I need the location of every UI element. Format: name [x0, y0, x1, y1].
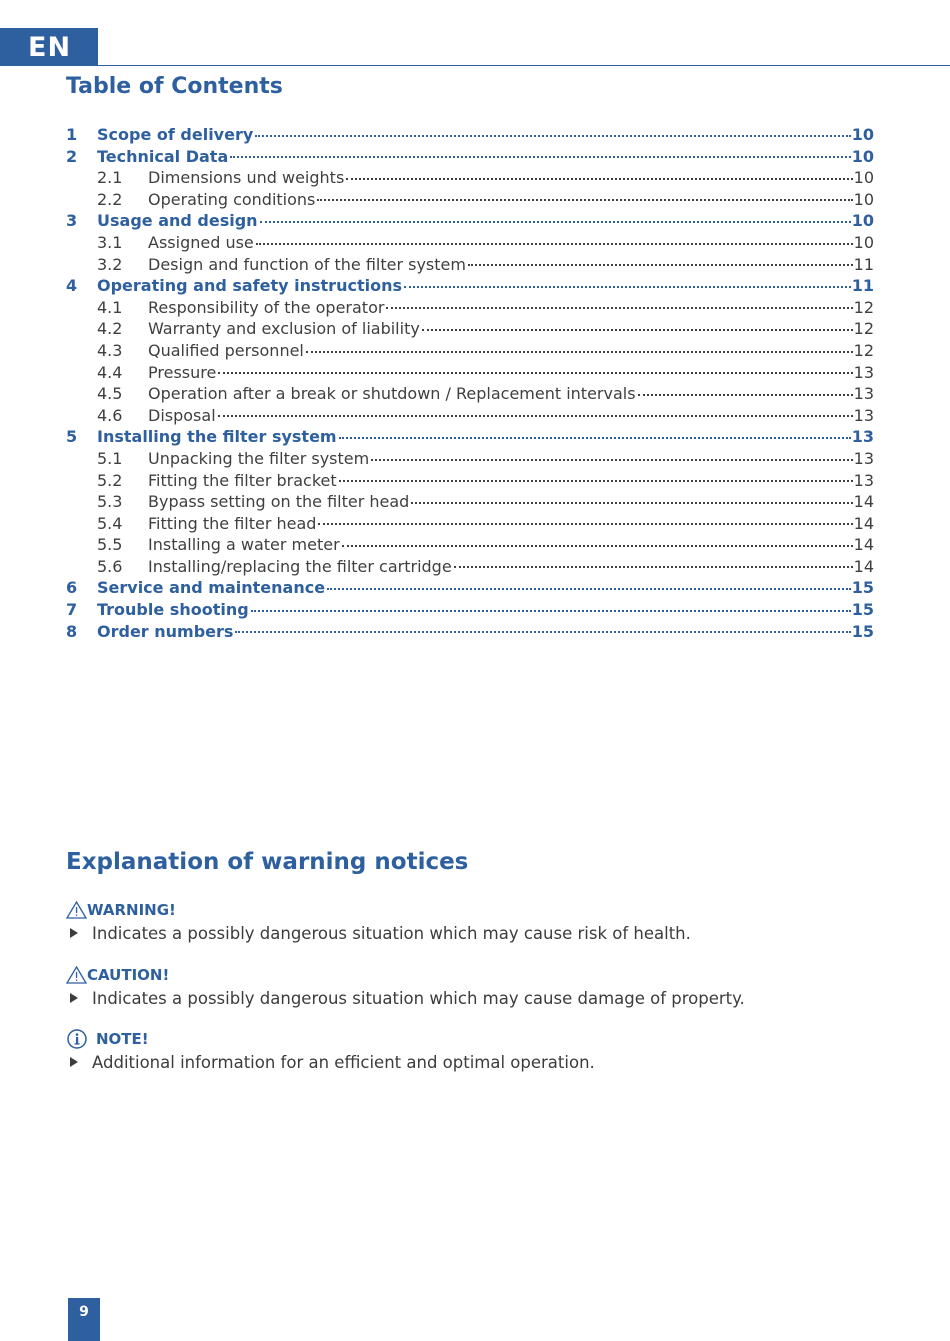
toc-entry-page: 14: [853, 535, 874, 555]
toc-entry-number: 5.4: [97, 513, 123, 533]
toc-title: Table of Contents: [66, 74, 283, 99]
bullet-arrow-icon: [70, 993, 78, 1003]
toc-entry-page: 13: [853, 405, 874, 425]
toc-entry-title: Pressure: [148, 362, 217, 382]
toc-dot-leader: [404, 286, 851, 288]
toc-entry-page: 10: [851, 146, 874, 166]
toc-entry-page: 14: [853, 556, 874, 576]
toc-entry-page: 15: [851, 621, 874, 641]
toc-entry[interactable]: [66, 534, 874, 556]
caution-notice: [66, 965, 886, 1009]
toc-entry-title: Installing the filter system: [97, 427, 337, 447]
toc-entry-number: 4.6: [97, 405, 123, 425]
toc-entry-number: 3.2: [97, 254, 123, 274]
bullet-arrow-icon: [70, 1057, 78, 1067]
warning-text: Indicates a possibly dangerous situation which may cause risk of health.: [92, 923, 691, 943]
toc-entry[interactable]: [66, 210, 874, 232]
toc-entry-page: 10: [851, 125, 874, 144]
table-of-contents: [66, 124, 874, 642]
toc-entry-number: 4.3: [97, 340, 123, 360]
toc-entry[interactable]: [66, 340, 874, 362]
toc-entry-title: Dimensions und weights: [148, 168, 345, 188]
toc-entry-title: Design and function of the filter system: [148, 254, 466, 274]
toc-entry-number: 2.2: [97, 189, 123, 209]
header-rule: [98, 65, 950, 66]
toc-dot-leader: [230, 156, 850, 158]
toc-entry[interactable]: [66, 383, 874, 405]
toc-entry-number: 2: [66, 146, 78, 166]
toc-dot-leader: [255, 135, 850, 137]
toc-entry-number: 3.1: [97, 232, 123, 252]
toc-entry-page: 10: [853, 168, 874, 188]
toc-entry[interactable]: [66, 577, 874, 599]
toc-entry-page: 12: [853, 319, 874, 339]
toc-entry-number: 4: [66, 276, 78, 296]
toc-entry[interactable]: [66, 448, 874, 470]
note-label: NOTE!: [96, 1030, 149, 1048]
toc-entry-page: 12: [853, 340, 874, 360]
toc-dot-leader: [411, 502, 852, 504]
warning-triangle-icon: [66, 901, 87, 919]
toc-dot-leader: [218, 415, 853, 417]
toc-entry-page: 12: [853, 297, 874, 317]
toc-entry[interactable]: [66, 167, 874, 189]
toc-entry-title: Bypass setting on the filter head: [148, 492, 410, 512]
caution-label: CAUTION!: [87, 966, 170, 984]
toc-entry-page: 13: [853, 362, 874, 382]
toc-dot-leader: [317, 199, 852, 201]
toc-dot-leader: [318, 523, 852, 525]
toc-entry-number: 5.5: [97, 535, 123, 555]
note-notice: [66, 1029, 886, 1073]
toc-entry[interactable]: [66, 470, 874, 492]
toc-entry-page: 15: [851, 600, 874, 620]
bullet-arrow-icon: [70, 928, 78, 938]
toc-entry-title: Scope of delivery: [97, 125, 254, 144]
toc-entry[interactable]: [66, 254, 874, 276]
toc-entry-number: 4.5: [97, 384, 123, 404]
toc-entry[interactable]: [66, 556, 874, 578]
toc-entry-title: Responsibility of the operator: [148, 297, 385, 317]
toc-entry-title: Operating conditions: [148, 189, 316, 209]
toc-dot-leader: [260, 221, 851, 223]
toc-entry[interactable]: [66, 426, 874, 448]
toc-entry-number: 5.1: [97, 448, 123, 468]
toc-entry[interactable]: [66, 124, 874, 146]
toc-entry-title: Disposal: [148, 405, 216, 425]
toc-entry[interactable]: [66, 405, 874, 427]
toc-dot-leader: [454, 566, 853, 568]
toc-dot-leader: [235, 631, 850, 633]
toc-dot-leader: [218, 372, 852, 374]
toc-entry[interactable]: [66, 232, 874, 254]
toc-entry-number: 8: [66, 621, 78, 641]
toc-entry[interactable]: [66, 318, 874, 340]
notices-title: Explanation of warning notices: [66, 849, 469, 875]
toc-entry-page: 10: [851, 211, 874, 231]
toc-dot-leader: [386, 307, 852, 309]
toc-entry[interactable]: [66, 621, 874, 643]
toc-entry-title: Technical Data: [97, 146, 229, 166]
toc-dot-leader: [468, 264, 853, 266]
toc-entry[interactable]: [66, 491, 874, 513]
toc-entry-title: Order numbers: [97, 621, 234, 641]
toc-entry[interactable]: [66, 275, 874, 297]
toc-entry-page: 13: [851, 427, 874, 447]
toc-entry-number: 2.1: [97, 168, 123, 188]
toc-entry-number: 4.2: [97, 319, 123, 339]
caution-text: Indicates a possibly dangerous situation which may cause damage of property.: [92, 988, 745, 1008]
toc-entry-title: Operation after a break or shutdown / Replacement intervals: [148, 384, 636, 404]
info-circle-icon: [66, 1029, 89, 1049]
toc-entry-page: 10: [853, 189, 874, 209]
toc-dot-leader: [342, 545, 853, 547]
toc-entry-page: 10: [853, 232, 874, 252]
toc-entry-number: 3: [66, 211, 78, 231]
toc-entry[interactable]: [66, 146, 874, 168]
toc-dot-leader: [371, 459, 852, 461]
toc-entry-title: Installing/replacing the filter cartridge: [148, 556, 452, 576]
toc-entry-number: 6: [66, 578, 78, 598]
toc-entry[interactable]: [66, 362, 874, 384]
toc-entry-page: 11: [853, 254, 874, 274]
toc-dot-leader: [306, 351, 853, 353]
toc-entry-page: 14: [853, 492, 874, 512]
toc-entry-page: 15: [851, 578, 874, 598]
toc-entry-title: Installing a water meter: [148, 535, 340, 555]
toc-entry-page: 11: [851, 276, 874, 296]
toc-entry[interactable]: [66, 297, 874, 319]
toc-entry-number: 5.6: [97, 556, 123, 576]
warning-triangle-icon: [66, 966, 87, 984]
toc-dot-leader: [339, 437, 851, 439]
toc-entry-title: Usage and design: [97, 211, 258, 231]
toc-dot-leader: [422, 329, 853, 331]
toc-dot-leader: [638, 394, 853, 396]
toc-entry-title: Operating and safety instructions: [97, 276, 402, 296]
toc-dot-leader: [327, 588, 851, 590]
toc-entry-number: 5.2: [97, 470, 123, 490]
warning-label: WARNING!: [87, 901, 176, 919]
toc-entry-number: 5.3: [97, 492, 123, 512]
toc-dot-leader: [339, 480, 853, 482]
toc-entry-title: Assigned use: [148, 232, 254, 252]
toc-entry-title: Service and maintenance: [97, 578, 326, 598]
language-tab: EN: [0, 28, 98, 66]
note-text: Additional information for an efficient and optimal operation.: [92, 1052, 595, 1072]
page-number: 9: [68, 1298, 100, 1341]
toc-entry-title: Trouble shooting: [97, 600, 249, 620]
toc-entry-page: 13: [853, 448, 874, 468]
toc-entry-title: Unpacking the filter system: [148, 448, 370, 468]
toc-dot-leader: [346, 178, 852, 180]
toc-entry-number: 5: [66, 427, 78, 447]
toc-entry-title: Warranty and exclusion of liability: [148, 319, 420, 339]
warning-notice: [66, 900, 886, 944]
toc-entry-number: 4.4: [97, 362, 123, 382]
toc-entry-title: Fitting the filter head: [148, 513, 317, 533]
toc-entry-page: 14: [853, 513, 874, 533]
toc-dot-leader: [256, 243, 853, 245]
toc-entry-number: 7: [66, 600, 78, 620]
toc-entry-title: Qualified personnel: [148, 340, 304, 360]
toc-entry[interactable]: [66, 599, 874, 621]
toc-entry-number: 1: [66, 125, 78, 144]
toc-entry-page: 13: [853, 470, 874, 490]
toc-entry-title: Fitting the filter bracket: [148, 470, 337, 490]
toc-entry[interactable]: [66, 189, 874, 211]
toc-entry-number: 4.1: [97, 297, 123, 317]
toc-entry-page: 13: [853, 384, 874, 404]
toc-dot-leader: [251, 610, 851, 612]
toc-entry[interactable]: [66, 513, 874, 535]
